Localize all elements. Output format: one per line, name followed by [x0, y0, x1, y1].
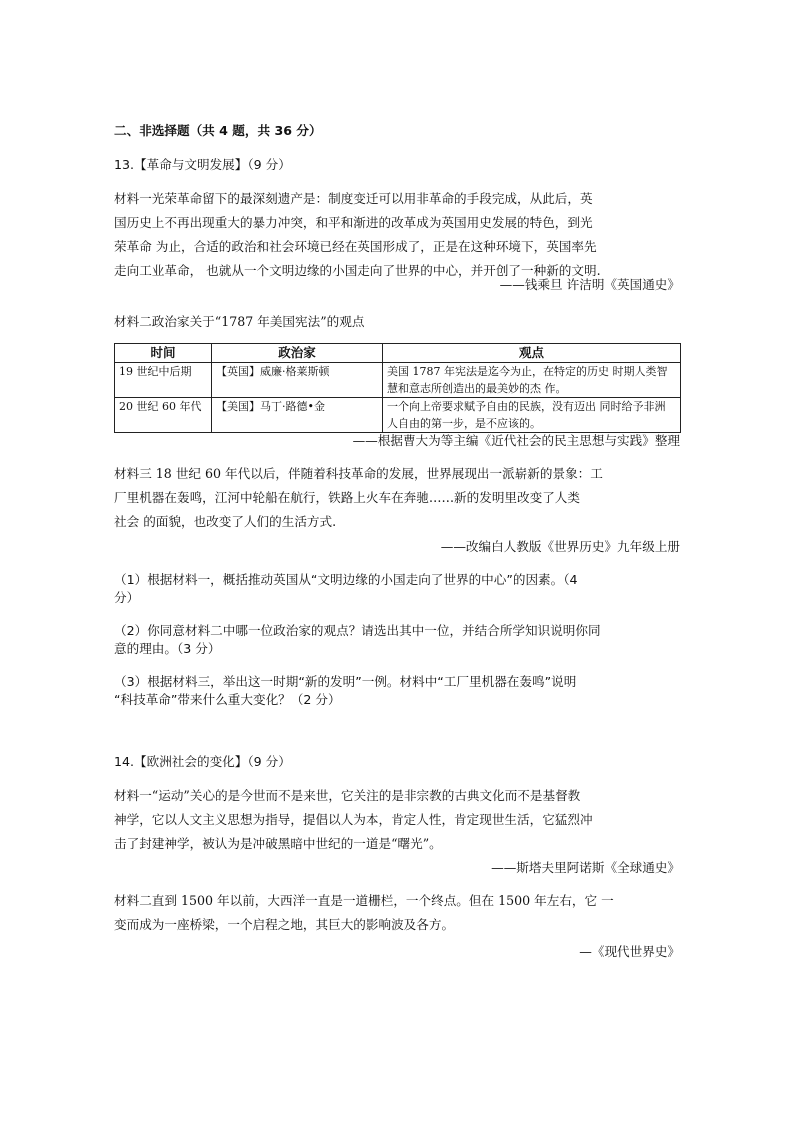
- q13-title: 13.【革命与文明发展】（9 分）: [114, 157, 291, 172]
- q13-question-3-cont: “科技革命”带来什么重大变化？（2 分）: [114, 692, 341, 707]
- q13-question-2-cont: 意的理由。（3 分）: [114, 641, 221, 656]
- q13-material2-intro: 材料二政治家关于“1787 年美国宪法”的观点: [114, 314, 365, 329]
- table-cell-statesman: 【英国】威廉·格莱斯顿: [212, 363, 383, 398]
- table-row: [115, 363, 681, 398]
- q13-material1-line: 材料一光荣革命留下的最深刻遗产是：制度变迁可以用非革命的手段完成，从此后，英: [114, 191, 593, 206]
- q13-question-1-cont: 分）: [114, 590, 140, 605]
- table-header: 时间: [115, 344, 212, 363]
- q13-material3-line: 厂里机器在轰鸣，江河中轮船在航行，铁路上火车在奔驰……新的发明里改变了人类: [114, 490, 580, 505]
- q13-material3-line: 社会 的面貌，也改变了人们的生活方式.: [114, 514, 337, 529]
- table-cell-time: 20 世纪 60 年代: [115, 398, 212, 433]
- q14-material1-line: 材料一“运动”关心的是今世而不是来世，它关注的是非宗教的古典文化而不是基督教: [114, 788, 581, 803]
- q14-material1-line: 击了封建神学，被认为是冲破黑暗中世纪的一道是“曙光”。: [114, 836, 442, 851]
- q13-material1-line: 荣革命 为止，合适的政治和社会环境已经在英国形成了，正是在这种环境下，英国率先: [114, 239, 597, 254]
- table-row: [115, 398, 681, 433]
- section-title: 二、非选择题（共 4 题，共 36 分）: [114, 123, 322, 138]
- q14-title: 14.【欧洲社会的变化】（9 分）: [114, 754, 291, 769]
- q14-material2-source: —《现代世界史》: [579, 944, 680, 959]
- q14-material2-line: 材料二直到 1500 年以前，大西洋一直是一道栅栏，一个终点。但在 1500 年左右，它 一: [114, 893, 614, 908]
- table-header: 观点: [383, 344, 681, 363]
- q13-material3-line: 材料三 18 世纪 60 年代以后，伴随着科技革命的发展，世界展现出一派崭新的景象：工: [114, 466, 603, 481]
- q13-question-3: （3）根据材料三，举出这一时期“新的发明”一例。材料中“工厂里机器在轰鸣”说明: [114, 674, 577, 689]
- q13-material1-line: 走向工业革命， 也就从一个文明边缘的小国走向了世界的中心，并开创了一种新的文明.: [114, 263, 601, 278]
- q13-material2-source: ——根据曹大为等主编《近代社会的民主思想与实践》整理: [352, 433, 680, 448]
- q14-material1-source: ——斯塔夫里阿诺斯《全球通史》: [491, 860, 680, 875]
- q13-question-2: （2）你同意材料二中哪一位政治家的观点？请选出其中一位，并结合所学知识说明你同: [114, 623, 601, 638]
- table-header: 政治家: [212, 344, 383, 363]
- q14-material2-line: 变而成为一座桥梁，一个启程之地，其巨大的影响波及各方。: [114, 917, 455, 932]
- q13-material1-line: 国历史上不再出现重大的暴力冲突，和平和渐进的改革成为英国用史发展的特色，到光: [114, 215, 593, 230]
- q14-material1-line: 神学，它以人文主义思想为指导，提倡以人为本，肯定人性，肯定现世生活，它猛烈冲: [114, 812, 593, 827]
- statesmen-views-table: [114, 343, 681, 433]
- table-cell-view: 一个向上帝要求赋予自由的民族，没有迈出 同时给予非洲人自由的第一步，是不应该的。: [383, 398, 681, 433]
- q13-material3-source: ——改编白人教版《世界历史》九年级上册: [440, 539, 680, 554]
- table-cell-time: 19 世纪中后期: [115, 363, 212, 398]
- q13-material1-source: ——钱乘旦 许洁明《英国通史》: [499, 277, 680, 292]
- table-header-row: [115, 344, 681, 363]
- table-cell-statesman: 【美国】马丁·路德•金: [212, 398, 383, 433]
- table-cell-view: 美国 1787 年宪法是迄今为止，在特定的历史 时期人类智慧和意志所创造出的最美妙的杰 作。: [383, 363, 681, 398]
- q13-question-1: （1）根据材料一，概括推动英国从“文明边缘的小国走向了世界的中心”的因素。（4: [114, 572, 578, 587]
